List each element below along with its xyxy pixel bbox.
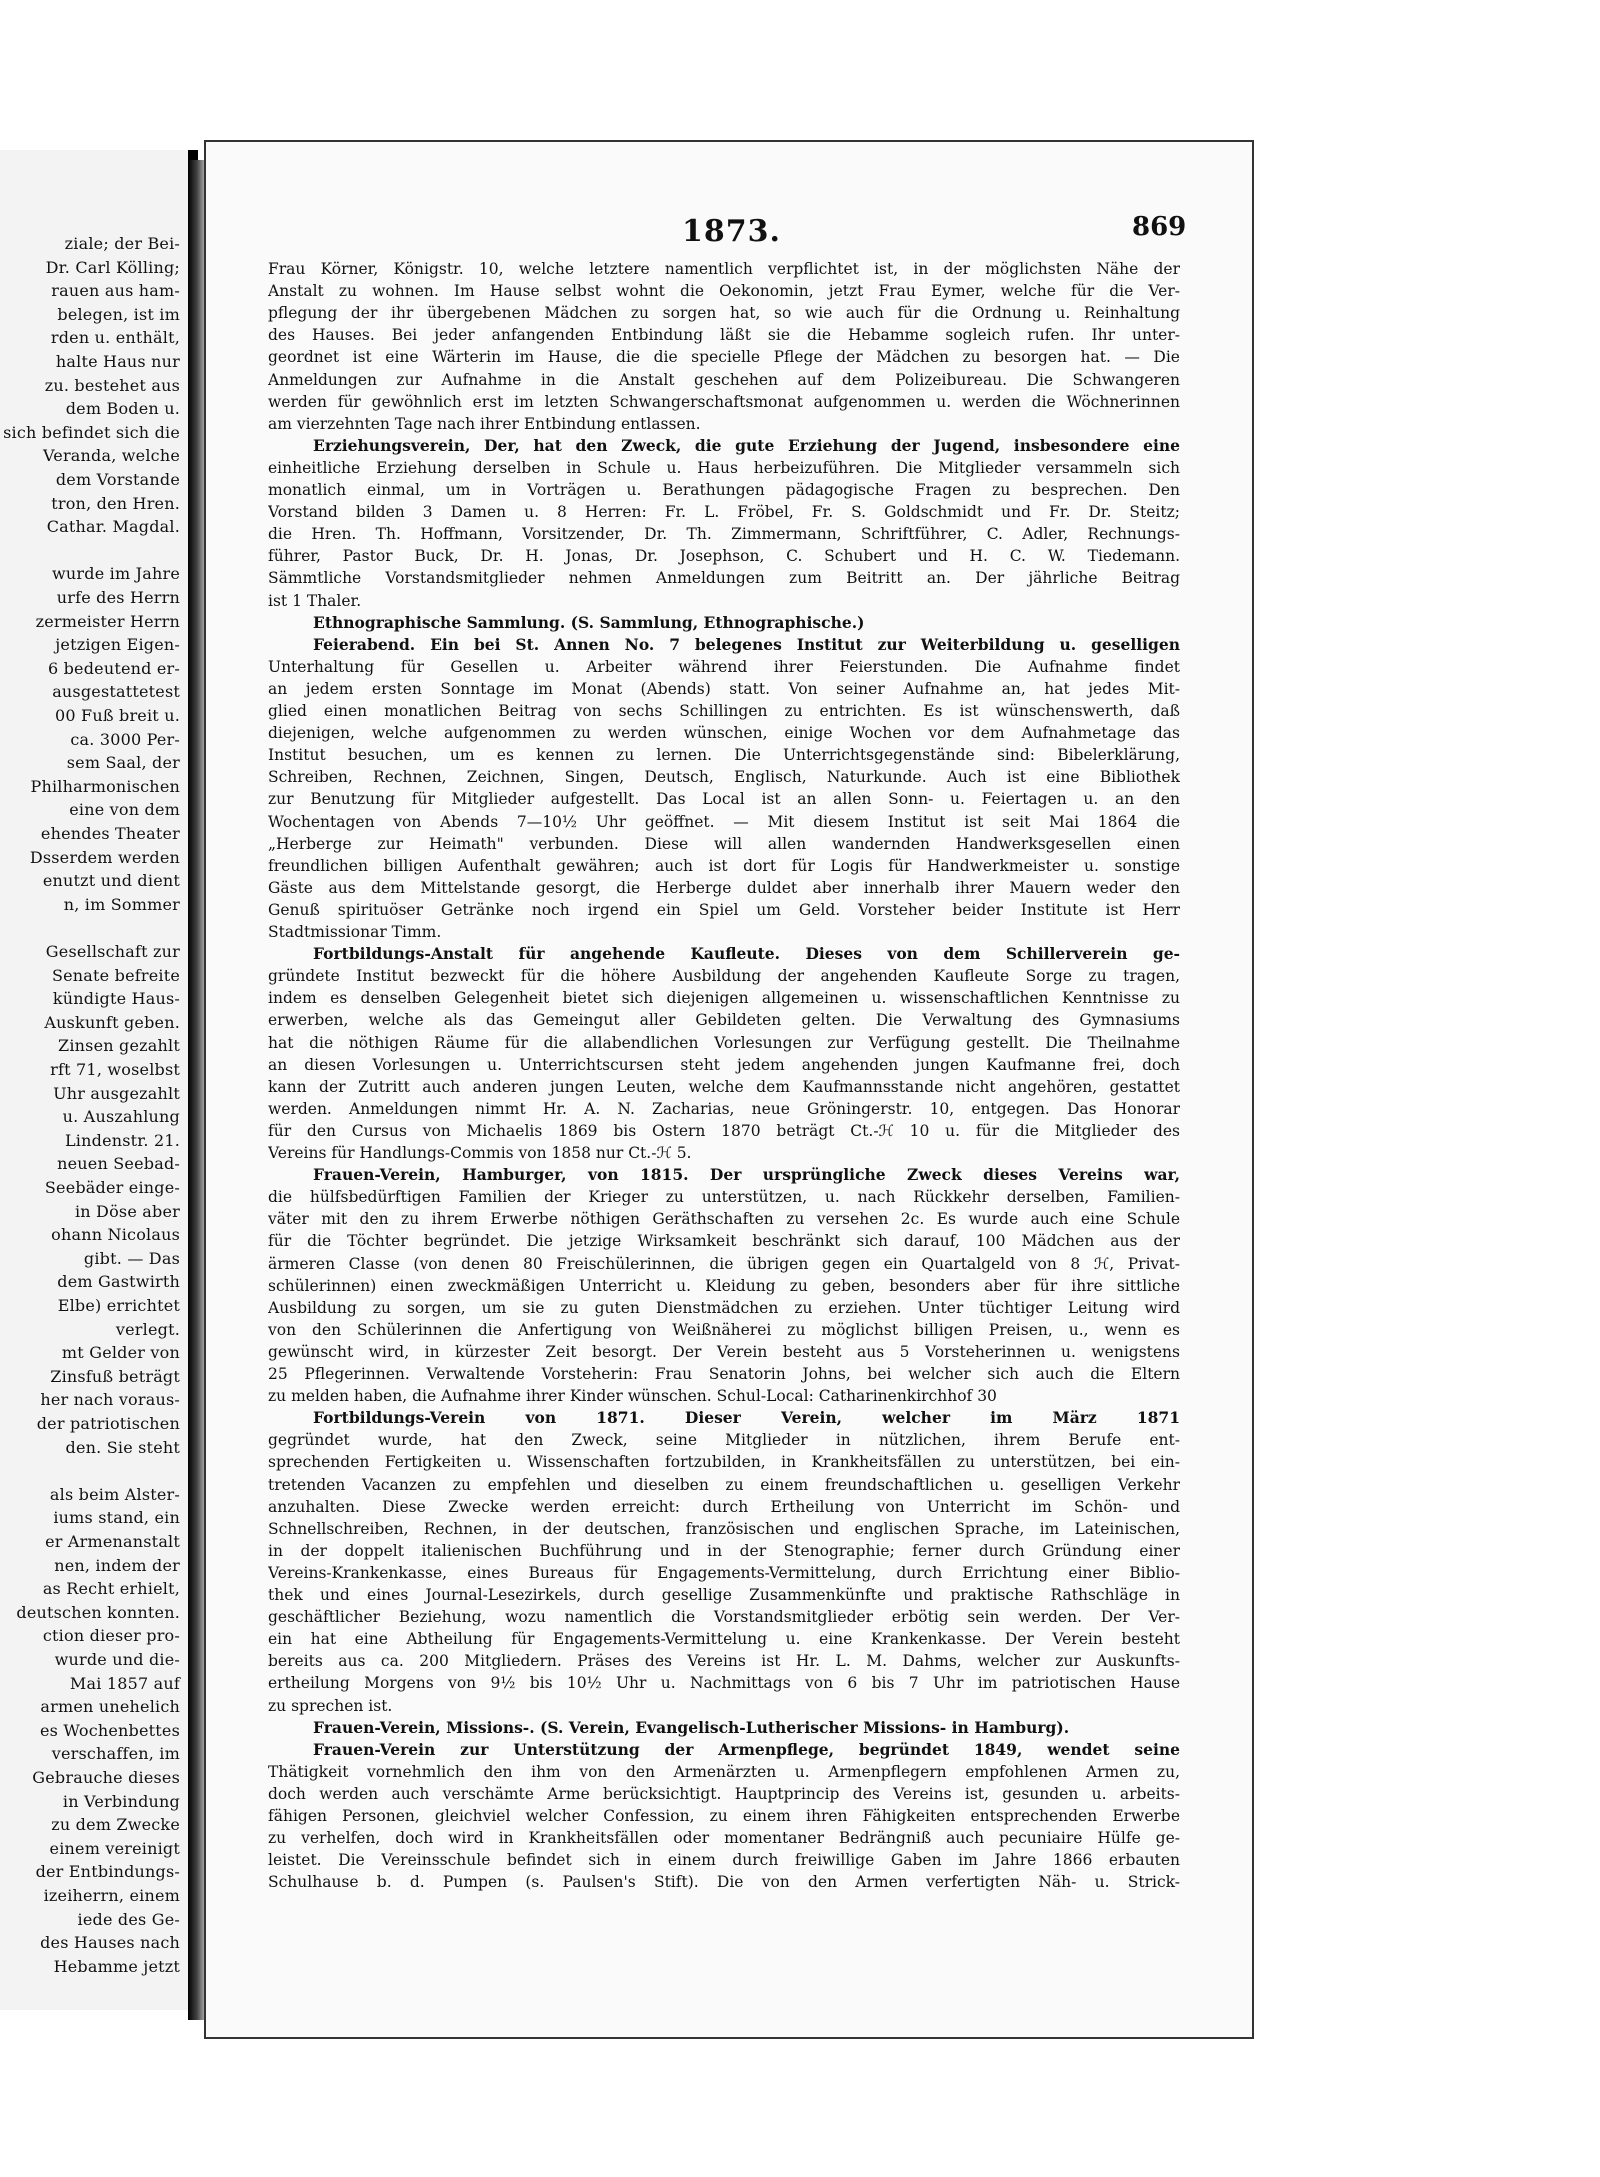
entry-text-line: Anstalt zu wohnen. Im Hause selbst wohnt die Oekonomin, jetzt Frau Eymer, welche für die Ver-: [268, 282, 1180, 301]
left-column-line: als beim Alster-: [49, 1484, 180, 1504]
entry-text-line: für den Cursus von Michaelis 1869 bis Ostern 1870 beträgt Ct.-ℋ 10 u. für die Mitglieder des: [268, 1121, 1180, 1140]
entry-text-line: monatlich einmal, um in Vorträgen u. Berathungen pädagogische Fragen zu besprechen. Den: [268, 481, 1180, 499]
left-column-line: gibt. — Das: [83, 1248, 180, 1268]
left-column-line: iums stand, ein: [53, 1508, 180, 1528]
entry-text-line: bereits aus ca. 200 Mitgliedern. Präses des Vereins ist Hr. L. M. Dahms, welcher zur Auskunfts-: [268, 1652, 1180, 1671]
left-column-line: Mai 1857 auf: [69, 1673, 180, 1693]
left-column-line: Hebamme jetzt: [53, 1956, 180, 1976]
entry-text-line: pflegung der ihr übergebenen Mädchen zu sorgen hat, so wie auch für die Ordnung u. Reinhaltung: [268, 304, 1180, 323]
left-column-line: Senate befreite: [51, 965, 180, 985]
entry-text-line: die hülfsbedürftigen Familien der Krieger zu unterstützen, u. nach Rückkehr derselben, Familien-: [268, 1188, 1180, 1207]
left-column-line: Zinsfuß beträgt: [50, 1366, 180, 1386]
left-column-line: er Armenanstalt: [45, 1532, 180, 1551]
left-column-line: armen unehelich: [40, 1697, 180, 1717]
entry-text-line: ärmeren Classe (von denen 80 Freischülerinnen, die übrigen gegen ein Quartalgeld von 8 ℋ, Privat-: [268, 1254, 1180, 1273]
left-column-line: rft 71, woselbst: [50, 1060, 180, 1079]
left-column-line: Veranda, welche: [42, 446, 180, 466]
entry-text-line: Anmeldungen zur Aufnahme in die Anstalt geschehen auf dem Polizeibureau. Die Schwangeren: [268, 370, 1180, 389]
left-column-line: mt Gelder von: [61, 1343, 180, 1363]
entry-text-line: für die Töchter begründet. Die jetzige Wirksamkeit beschränkt sich darauf, 100 Mädchen aus der: [268, 1232, 1180, 1251]
entry-text-line: Schreiben, Rechnen, Zeichnen, Singen, Deutsch, Englisch, Naturkunde. Auch ist eine Bibliothek: [268, 768, 1180, 787]
left-column-line: ca. 3000 Per-: [70, 729, 180, 749]
left-column-line: verlegt.: [115, 1319, 180, 1339]
entry-heading-line: Frauen-Verein zur Unterstützung der Armenpflege, begründet 1849, wendet seine: [313, 1739, 1180, 1759]
left-column-line: dem Boden u.: [65, 399, 180, 419]
left-column-line: es Wochenbettes: [39, 1720, 180, 1740]
left-column-line: Gesellschaft zur: [45, 942, 180, 961]
left-column-line: u. Auszahlung: [62, 1107, 180, 1127]
entry-text-line: gegründet wurde, hat den Zweck, seine Mitglieder in nützlichen, ihrem Berufe ent-: [268, 1431, 1180, 1450]
entry-text-line: von den Schülerinnen die Anfertigung von Weißnäherei zu möglichst billigen Preisen, u., wenn es: [268, 1320, 1180, 1339]
entry-heading-line: Frauen-Verein, Missions-. (S. Verein, Evangelisch-Lutherischer Missions- in Hamburg).: [313, 1717, 1070, 1737]
entry-text-line: indem es denselben Gelegenheit bietet sich diejenigen allgemeinen u. wissenschaftlichen Kenntnisse zu: [268, 989, 1180, 1008]
entry-text-line: Vereins für Handlungs-Commis von 1858 nur Ct.-ℋ 5.: [268, 1144, 692, 1162]
entry-text-line: geschäftlicher Beziehung, wozu namentlich die Vorstandsmitglieder erbötig sein werden. Der Ver-: [268, 1608, 1180, 1627]
left-column-line: Dr. Carl Kölling;: [45, 257, 180, 277]
entry-text-line: Genuß spirituöser Getränke noch irgend ein Spiel um Geld. Vorsteher beider Institute ist Herr: [268, 900, 1180, 919]
entry-text-line: die Hren. Th. Hoffmann, Vorsitzender, Dr. Th. Zimmermann, Schriftführer, C. Adler, Rechnungs-: [268, 525, 1180, 544]
left-column-line: Uhr ausgezahlt: [53, 1083, 180, 1103]
entry-text-line: schülerinnen) einen zweckmäßigen Unterricht u. Kleidung zu geben, besonders aber für ihre sittliche: [268, 1276, 1180, 1295]
entry-text-line: in der doppelt italienischen Buchführung und in der Stenographie; ferner durch Gründung einer: [268, 1541, 1180, 1560]
left-column-line: deutschen konnten.: [16, 1602, 180, 1622]
entry-text-line: an diesen Vorlesungen u. Unterrichtscursen steht jedem angehenden jungen Kaufmanne frei, doch: [268, 1055, 1180, 1074]
entry-text-line: Thätigkeit vornehmlich den ihm von den Armenärzten u. Armenpflegern empfohlenen Armen zu,: [268, 1762, 1180, 1781]
entry-heading-line: Fortbildungs-Anstalt für angehende Kaufleute. Dieses von dem Schillerverein ge-: [313, 944, 1180, 964]
left-column-line: halte Haus nur: [55, 352, 180, 371]
left-column-line: der Entbindungs-: [35, 1862, 180, 1882]
left-column-line: kündigte Haus-: [52, 989, 180, 1009]
left-column-line: der patriotischen: [36, 1414, 180, 1433]
entry-text-line: am vierzehnten Tage nach ihrer Entbindung entlassen.: [268, 414, 701, 433]
left-column-line: eine von dem: [69, 800, 180, 820]
left-column-line: enutzt und dient: [42, 871, 180, 891]
left-column-line: zu. bestehet aus: [44, 375, 180, 395]
entry-text-line: Schnellschreiben, Rechnen, in der deutschen, französischen und englischen Sprache, im Lateinischen,: [268, 1519, 1180, 1538]
entry-text-line: führer, Pastor Buck, Dr. H. Jonas, Dr. Josephson, C. Schubert und H. C. W. Tiedemann.: [268, 547, 1180, 566]
entry-text-line: gewünscht wird, in kürzester Zeit besorgt. Der Verein besteht aus 5 Vorsteherinnen u. wenigstens: [268, 1342, 1180, 1361]
left-column-line: ziale; der Bei-: [64, 234, 180, 253]
entry-text-line: „Herberge zur Heimath" verbunden. Diese will allen wandernden Handwerksgesellen einen: [268, 834, 1180, 853]
entry-text-line: sprechenden Fertigkeiten u. Wissenschaften fortzubilden, in Krankheitsfällen zu unterstützen, bei ein-: [268, 1453, 1180, 1472]
entry-text-line: tretenden Vacanzen zu empfehlen und dieselben zu einem freundschaftlichen u. geselligen Verkehr: [268, 1475, 1180, 1494]
left-column-line: 00 Fuß breit u.: [54, 706, 180, 725]
left-column-line: 6 bedeutend er-: [47, 658, 180, 678]
left-column-line: zermeister Herrn: [35, 611, 180, 631]
left-column-line: Seebäder einge-: [44, 1178, 180, 1197]
left-column-line: nen, indem der: [54, 1555, 180, 1575]
entry-text-line: einheitliche Erziehung derselben in Schule u. Haus herbeizuführen. Die Mitglieder versammeln sich: [268, 458, 1180, 477]
left-column-line: zu dem Zwecke: [51, 1815, 180, 1835]
entry-text-line: zu sprechen ist.: [268, 1696, 393, 1715]
left-column-line: in Verbindung: [62, 1791, 180, 1811]
entry-heading-line: Feierabend. Ein bei St. Annen No. 7 belegenes Institut zur Weiterbildung u. geselligen: [313, 634, 1180, 654]
entry-text-line: gründete Institut bezweckt für die höhere Ausbildung der angehenden Kaufleute Sorge zu tragen,: [268, 967, 1180, 986]
entry-text-line: freundlichen billigen Aufenthalt gewähren; auch ist dort für Logis für Handwerkmeister u. sonstige: [268, 856, 1180, 875]
entry-text-line: doch werden auch verschämte Arme berücksichtigt. Hauptprincip des Vereins ist, gesunden u. arbeits-: [268, 1784, 1180, 1803]
entry-text-line: zu verhelfen, doch wird in Krankheitsfällen oder momentaner Bedrängniß auch pecuniaire Hülfe ge-: [268, 1829, 1180, 1848]
left-column-line: Gebrauche dieses: [32, 1768, 180, 1787]
left-column-line: Elbe) errichtet: [57, 1296, 180, 1315]
entry-text-line: Vorstand bilden 3 Damen u. 8 Herren: Fr. L. Fröbel, Fr. S. Goldschmidt und Fr. Dr. Steitz;: [268, 503, 1180, 522]
entry-text-line: Gäste aus dem Mittelstande gesorgt, die Herberge duldet aber innerhalb ihrer Mauern weder den: [268, 878, 1180, 897]
entry-text-line: erwerben, welche als das Gemeingut aller Gebildeten gelten. Die Verwaltung des Gymnasiums: [268, 1011, 1180, 1030]
left-column-line: sem Saal, der: [66, 753, 180, 773]
left-column-line: as Recht erhielt,: [42, 1579, 180, 1599]
entry-text-line: zu melden haben, die Aufnahme ihrer Kinder wünschen. Schul-Local: Catharinenkirchhof 30: [268, 1387, 997, 1406]
entry-heading-line: Ethnographische Sammlung. (S. Sammlung, Ethnographische.): [313, 612, 865, 632]
entry-text-line: Frau Körner, Königstr. 10, welche letztere namentlich verpflichtet ist, in der möglichsten Nähe der: [268, 260, 1180, 278]
entry-heading-line: Erziehungsverein, Der, hat den Zweck, die gute Erziehung der Jugend, insbesondere eine: [313, 435, 1180, 455]
left-column-line: rden u. enthält,: [50, 328, 180, 348]
left-column-line: Lindenstr. 21.: [64, 1130, 180, 1150]
entry-text-line: Unterhaltung für Gesellen u. Arbeiter während ihrer Feierstunden. Die Aufnahme findet: [268, 657, 1180, 676]
running-header-year: 1873.: [682, 214, 781, 249]
entry-text-line: ertheilung Morgens von 9½ bis 10½ Uhr u. Nachmittags von 6 bis 7 Uhr im patriotischen Hause: [268, 1674, 1180, 1693]
left-column-line: verschaffen, im: [51, 1744, 180, 1764]
entry-text-line: Schulhause b. d. Pumpen (s. Paulsen's Stift). Die von den Armen verfertigten Näh- u. Strick-: [268, 1873, 1180, 1892]
left-column-line: jetzigen Eigen-: [55, 635, 180, 655]
left-column-line: den. Sie steht: [65, 1437, 180, 1457]
entry-heading-line: Frauen-Verein, Hamburger, von 1815. Der ursprüngliche Zweck dieses Vereins war,: [313, 1165, 1180, 1185]
entry-text-line: werden für gewöhnlich erst im letzten Schwangerschaftsmonat aufgenommen u. werden die Wöchnerinnen: [268, 392, 1180, 411]
left-column-line: Dsserdem werden: [29, 847, 180, 867]
entry-text-line: leistet. Die Vereinsschule befindet sich in einem durch freiwillige Gaben im Jahre 1866 erbauten: [268, 1851, 1180, 1870]
left-column-line: belegen, ist im: [57, 304, 180, 324]
entry-text-line: Institut besuchen, um es kennen zu lernen. Die Unterrichtsgegenstände sind: Bibelerklärung,: [268, 746, 1180, 765]
left-column-line: neuen Seebad-: [57, 1154, 180, 1174]
left-column-line: iede des Ge-: [77, 1909, 180, 1929]
left-column-line: Auskunft geben.: [44, 1012, 180, 1032]
left-column-line: ausgestattetest: [52, 682, 180, 702]
entry-text-line: Wochentagen von Abends 7—10½ Uhr geöffnet. — Mit diesem Institut ist seit Mai 1864 die: [268, 812, 1180, 831]
left-column-line: wurde im Jahre: [52, 564, 180, 584]
entry-text-line: kann der Zutritt auch anderen jungen Leuten, welche dem Kaufmannsstande nicht angehören, gestattet: [268, 1077, 1180, 1096]
left-column-line: dem Gastwirth: [57, 1272, 180, 1292]
left-column-line: sich befindet sich die: [3, 422, 180, 442]
left-column-line: Philharmonischen: [30, 776, 180, 796]
left-column-line: rauen aus ham-: [51, 281, 180, 301]
left-column-line: urfe des Herrn: [56, 588, 180, 607]
entry-text-line: anzuhalten. Diese Zwecke werden erreicht: durch Ertheilung von Unterricht im Schön- und: [268, 1497, 1180, 1516]
left-column-line: tron, den Hren.: [51, 493, 180, 513]
left-column-line: des Hauses nach: [40, 1933, 180, 1953]
left-column-line: in Döse aber: [74, 1201, 180, 1221]
entry-text-line: 25 Pflegerinnen. Verwaltende Vorsteherin: Frau Senatorin Johns, bei welcher sich auch die Eltern: [268, 1365, 1180, 1383]
left-column-line: dem Vorstande: [55, 470, 180, 489]
entry-text-line: ein hat eine Abtheilung für Engagements-Vermittelung u. eine Krankenkasse. Der Verein besteht: [268, 1630, 1180, 1649]
entry-text-line: väter mit den zu ihrem Erwerbe nöthigen Geräthschaften zu versehen 2c. Es wurde auch eine Schule: [268, 1210, 1180, 1229]
entry-text-line: ist 1 Thaler.: [268, 591, 362, 610]
entry-text-line: hat die nöthigen Räume für die allabendlichen Vorlesungen zur Verfügung gestellt. Die Theilnahme: [268, 1033, 1180, 1052]
left-column-line: her nach voraus-: [40, 1390, 180, 1410]
entry-text-line: Ausbildung zu sorgen, um sie zu guten Dienstmädchen zu erziehen. Unter tüchtiger Leitung wird: [268, 1298, 1180, 1317]
entry-text-line: thek und eines Journal-Lesezirkels, durch gesellige Zusammenkünfte und praktische Rathschläge in: [268, 1586, 1180, 1604]
entry-text-line: geordnet ist eine Wärterin im Hause, die die specielle Pflege der Mädchen zu besorgen hat. — Die: [268, 348, 1180, 367]
entry-text-line: fähigen Personen, gleichviel welcher Confession, zu einem ihren Fähigkeiten entsprechenden Erwerbe: [268, 1807, 1180, 1825]
entry-text-line: Stadtmissionar Timm.: [268, 923, 442, 941]
left-column-line: n, im Sommer: [63, 894, 180, 914]
entry-heading-line: Fortbildungs-Verein von 1871. Dieser Verein, welcher im März 1871: [313, 1408, 1180, 1428]
entry-text-line: glied einen monatlichen Beitrag von sechs Schillingen zu entrichten. Es ist wünschenswerth, daß: [268, 702, 1180, 720]
left-column-line: wurde und die-: [54, 1650, 180, 1669]
left-column-line: einem vereinigt: [49, 1838, 180, 1858]
entry-text-line: diejenigen, welche aufgenommen zu werden wünschen, einige Wochen vor dem Aufnahmetage das: [268, 724, 1180, 743]
entry-text-line: des Hauses. Bei jeder anfangenden Entbindung läßt sie die Hebamme sogleich rufen. Ihr unter-: [268, 326, 1180, 345]
entry-text-line: zur Benutzung für Mitglieder aufgestellt. Das Local ist an allen Sonn- u. Feiertagen u. an den: [268, 790, 1180, 809]
entry-text-line: Sämmtliche Vorstandsmitglieder nehmen Anmeldungen zum Beitritt an. Der jährliche Beitrag: [268, 569, 1180, 588]
page-number: 869: [1132, 212, 1187, 242]
left-column-line: Zinsen gezahlt: [58, 1036, 180, 1056]
left-column-line: Cathar. Magdal.: [46, 517, 180, 537]
entry-text-line: an jedem ersten Sonntage im Monat (Abends) statt. Von seiner Aufnahme an, hat jedes Mit-: [268, 679, 1180, 698]
entry-text-line: Vereins-Krankenkasse, eines Bureaus für Engagements-Vermittelung, durch Errichtung einer Biblio-: [268, 1563, 1180, 1582]
left-column-line: ohann Nicolaus: [51, 1225, 180, 1245]
left-column-line: ehendes Theater: [40, 824, 180, 843]
entry-text-line: werden. Anmeldungen nimmt Hr. A. N. Zacharias, neue Gröningerstr. 10, entgegen. Das Honorar: [268, 1099, 1180, 1118]
left-page-fragment: [0, 150, 192, 2010]
left-column-line: izeiherrn, einem: [43, 1886, 180, 1905]
left-column-line: ction dieser pro-: [42, 1626, 180, 1646]
